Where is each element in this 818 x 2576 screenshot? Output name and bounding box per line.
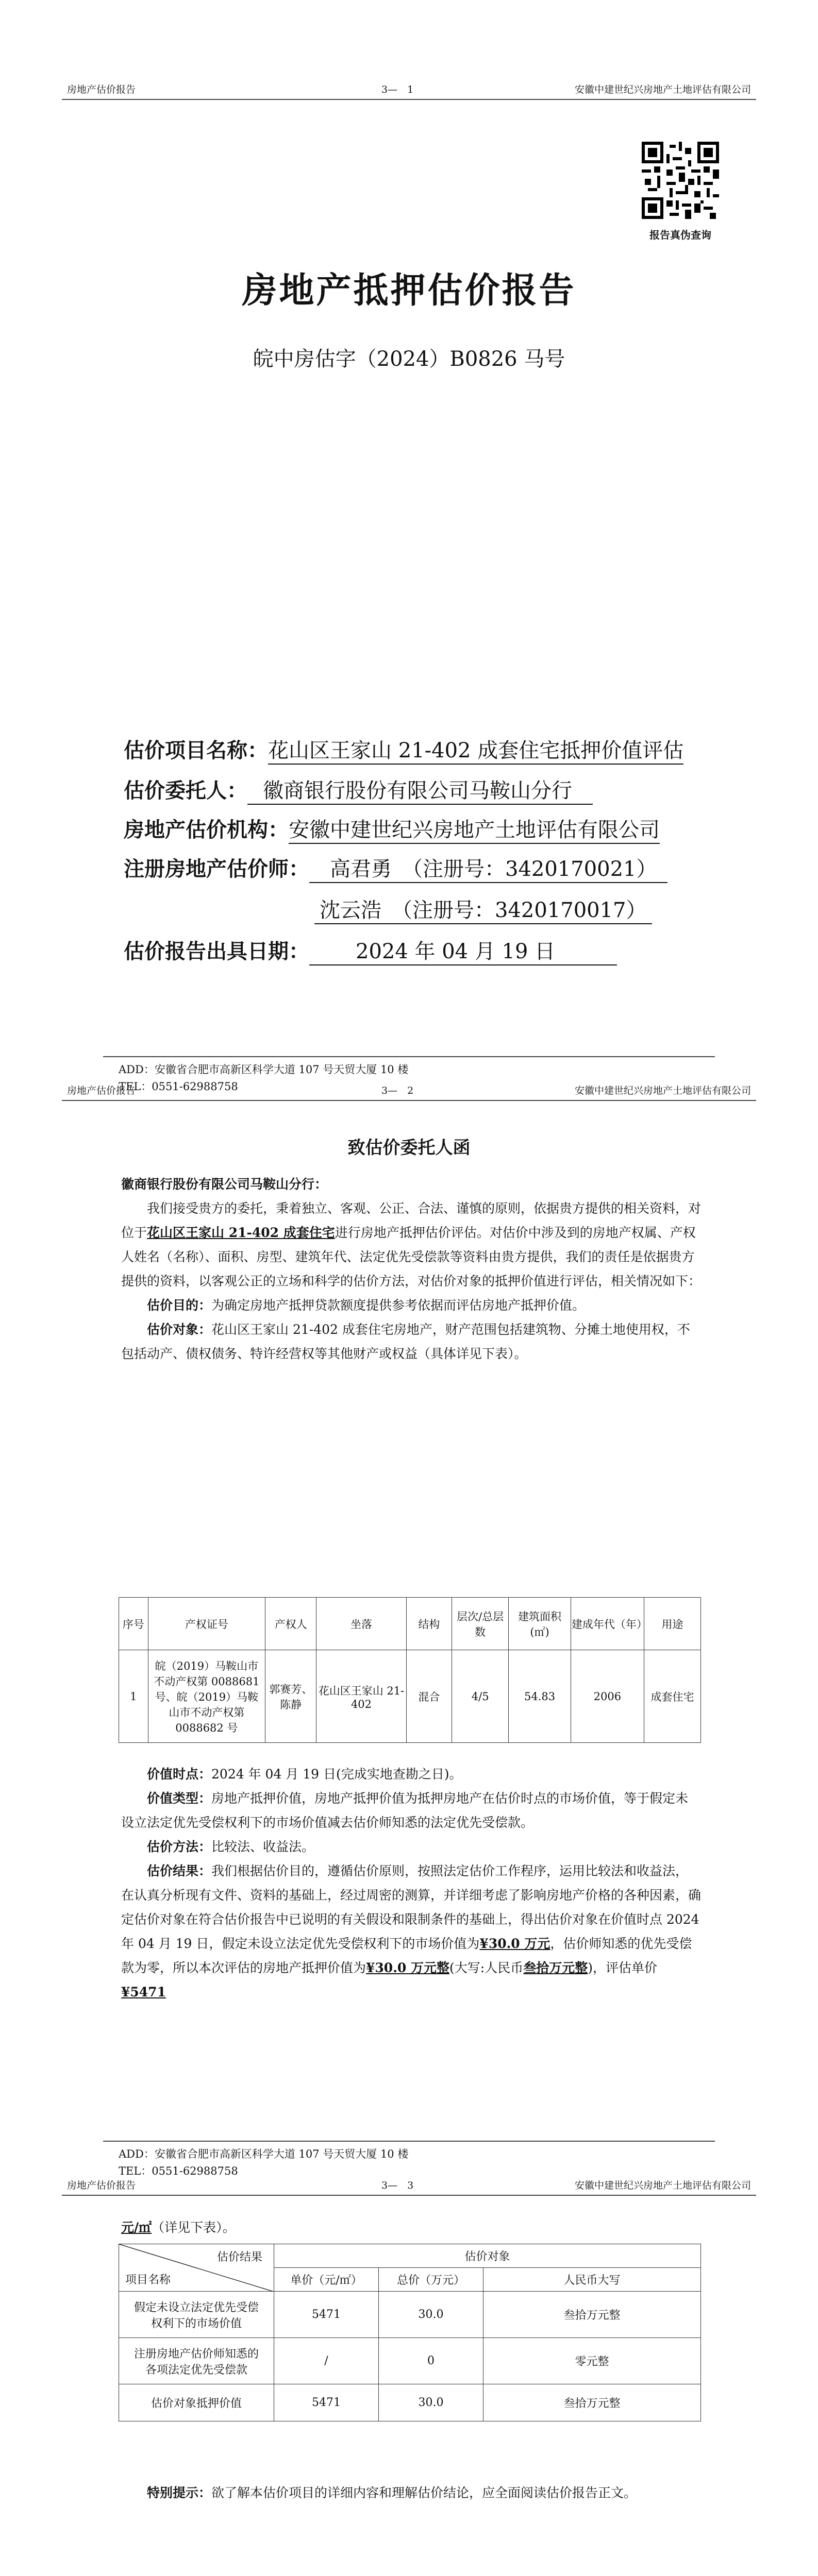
th-cert: 产权证号 bbox=[148, 1598, 265, 1650]
letter-title: 致估价委托人函 bbox=[347, 1138, 471, 1158]
row-capital: 叁拾万元整 bbox=[483, 2292, 701, 2338]
td-year: 2006 bbox=[571, 1650, 644, 1743]
page-number: 3— 3 bbox=[381, 2180, 414, 2191]
value-date-paragraph: 价值时点：2024 年 04 月 19 日(完成实地查勘之日)。 bbox=[147, 1767, 462, 1782]
row-total: 0 bbox=[379, 2338, 483, 2384]
td-location: 花山区王家山 21-402 bbox=[316, 1650, 406, 1743]
footer-address: ADD：安徽省合肥市高新区科学大道 107 号天贸大厦 10 楼 bbox=[119, 2148, 409, 2160]
footer-tel: TEL：0551-62988758 bbox=[119, 2165, 238, 2177]
report-title: 房地产抵押估价报告 bbox=[242, 270, 576, 311]
row-capital: 零元整 bbox=[483, 2338, 701, 2384]
appraiser-1-value: 高君勇 （注册号：3420170021） bbox=[309, 853, 667, 883]
result-paragraph: 估价结果：我们根据估价目的，遵循估价原则，按照法定估价工作程序，运用比较法和收益法，在认真分析现有文件、资料的基础上，经过周密的测算，并详细考虑了影响房地产价格的各种因素，确定估价对象在符合估价报告中已说明的有关假设和限制条件的基础上，得出估价对象在价值时点 2024 年 04 月 19 日，假定未设立法定优先受偿权利下的市场价值为¥30.0 万元，估价师知悉的优先受偿款为零，所以本次评估的房地产抵押价值为¥30.0 万元整(大写:人民币叁拾万元整)，评估单价¥5471 bbox=[121, 1863, 702, 1999]
purpose-paragraph: 估价目的：为确定房地产抵押贷款额度提供参考依据而评估房地产抵押价值。 bbox=[147, 1298, 586, 1313]
corner-result-label: 估价结果 bbox=[216, 2251, 262, 2264]
page-header bbox=[62, 2179, 756, 2196]
field-appraiser-1: 注册房地产估价师： 高君勇 （注册号：3420170021） bbox=[124, 853, 701, 883]
row-name: 估价对象抵押价值 bbox=[119, 2384, 274, 2421]
field-appraiser-2 bbox=[124, 894, 701, 924]
agency-value: 安徽中建世纪兴房地产土地评估有限公司 bbox=[289, 814, 660, 844]
value-type-paragraph: 价值类型：房地产抵押价值，房地产抵押价值为抵押房地产在估价时点的市场价值，等于假定未设立法定优先受偿权利下的市场价值减去估价师知悉的法定优先受偿款。 bbox=[121, 1791, 689, 1830]
td-use: 成套住宅 bbox=[644, 1650, 700, 1743]
result-continued: 元/㎡（详见下表）。 bbox=[121, 2220, 236, 2235]
row-name: 假定未设立法定优先受偿权利下的市场价值 bbox=[119, 2292, 274, 2338]
row-capital: 叁拾万元整 bbox=[483, 2384, 701, 2421]
td-structure: 混合 bbox=[406, 1650, 452, 1743]
row-total: 30.0 bbox=[379, 2384, 483, 2421]
table-row bbox=[119, 2384, 701, 2421]
th-year: 建成年代（年） bbox=[571, 1598, 644, 1650]
header-right: 安徽中建世纪兴房地产土地评估有限公司 bbox=[574, 84, 751, 95]
date-value: 2024 年 04 月 19 日 bbox=[309, 935, 617, 965]
header-left: 房地产估价报告 bbox=[67, 84, 136, 95]
special-note bbox=[121, 2481, 701, 2505]
letter-body bbox=[121, 1172, 701, 1366]
td-cert: 皖（2019）马鞍山市不动产权第 0088681 号、皖（2019）马鞍山市不动产权第 0088682 号 bbox=[148, 1650, 265, 1743]
object-paragraph: 估价对象：花山区王家山 21-402 成套住宅房地产，财产范围包括建筑物、分摊土地使用权，不包括动产、债权债务、特许经营权等其他财产或权益（具体详见下表）。 bbox=[121, 1322, 690, 1361]
th-use: 用途 bbox=[644, 1598, 700, 1650]
th-structure: 结构 bbox=[406, 1598, 452, 1650]
qr-code-icon bbox=[642, 142, 719, 219]
letter-body-2 bbox=[121, 1762, 701, 2004]
header-right: 安徽中建世纪兴房地产土地评估有限公司 bbox=[574, 2180, 751, 2191]
qr-code[interactable] bbox=[642, 142, 719, 219]
th-index: 序号 bbox=[119, 1598, 148, 1650]
summary-header-row bbox=[119, 2244, 701, 2268]
appraiser-2-value: 沈云浩 （注册号：3420170017） bbox=[314, 894, 652, 924]
field-project: 估价项目名称：花山区王家山 21-402 成套住宅抵押价值评估 bbox=[124, 734, 701, 764]
td-index: 1 bbox=[119, 1650, 148, 1743]
page-letter bbox=[0, 1085, 818, 2200]
header-right: 安徽中建世纪兴房地产土地评估有限公司 bbox=[574, 1085, 751, 1096]
row-unit: 5471 bbox=[274, 2384, 379, 2421]
summary-table bbox=[119, 2244, 701, 2421]
property-table bbox=[119, 1597, 701, 1743]
field-date: 估价报告出具日期： 2024 年 04 月 19 日 bbox=[124, 935, 701, 965]
row-unit: 5471 bbox=[274, 2292, 379, 2338]
field-client: 估价委托人： 徽商银行股份有限公司马鞍山分行 bbox=[124, 774, 701, 804]
addressee: 徽商银行股份有限公司马鞍山分行： bbox=[121, 1177, 328, 1192]
field-agency: 房地产估价机构：安徽中建世纪兴房地产土地评估有限公司 bbox=[124, 814, 701, 843]
page-number: 3— 2 bbox=[381, 1085, 414, 1096]
th-total-price: 总价（万元） bbox=[379, 2268, 483, 2292]
page-number: 3— 1 bbox=[381, 84, 414, 95]
th-unit-price: 单价（元/㎡） bbox=[274, 2268, 379, 2292]
th-subject: 估价对象 bbox=[274, 2244, 701, 2268]
report-number: 皖中房估字（2024）B0826 马号 bbox=[253, 347, 565, 371]
page-cover bbox=[0, 0, 818, 1100]
project-name-value: 花山区王家山 21-402 成套住宅抵押价值评估 bbox=[268, 734, 683, 765]
footer-tel: TEL：0551-62988758 bbox=[119, 1080, 238, 1093]
footer-address: ADD：安徽省合肥市高新区科学大道 107 号天贸大厦 10 楼 bbox=[119, 1063, 409, 1076]
row-total: 30.0 bbox=[379, 2292, 483, 2338]
th-capital: 人民币大写 bbox=[483, 2268, 701, 2292]
header-left: 房地产估价报告 bbox=[67, 1085, 136, 1096]
client-value: 徽商银行股份有限公司马鞍山分行 bbox=[247, 774, 593, 805]
summary-corner-cell bbox=[119, 2244, 274, 2292]
page-footer bbox=[103, 2141, 715, 2180]
table-row bbox=[119, 2338, 701, 2384]
td-area: 54.83 bbox=[509, 1650, 571, 1743]
page-header bbox=[62, 1084, 756, 1101]
special-note-text: 特别提示：欲了解本估价项目的详细内容和理解估价结论，应全面阅读估价报告正文。 bbox=[147, 2485, 637, 2500]
corner-item-label: 项目名称 bbox=[125, 2274, 171, 2286]
th-owner: 产权人 bbox=[265, 1598, 316, 1650]
page-header bbox=[62, 83, 756, 100]
table-row bbox=[119, 1650, 701, 1743]
row-unit: / bbox=[274, 2338, 379, 2384]
header-left: 房地产估价报告 bbox=[67, 2180, 136, 2191]
table-header-row bbox=[119, 1598, 701, 1650]
th-location: 坐落 bbox=[316, 1598, 406, 1650]
method-paragraph: 估价方法：比较法、收益法。 bbox=[147, 1839, 315, 1854]
td-floors: 4/5 bbox=[452, 1650, 509, 1743]
table-row bbox=[119, 2292, 701, 2338]
intro-paragraph: 我们接受贵方的委托，秉着独立、客观、公正、合法、谨慎的原则，依据贵方提供的相关资料，对位于花山区王家山 21-402 成套住宅进行房地产抵押估价评估。对估价中涉及到的房地产权属、产权人姓名（名称）、面积、房型、建筑年代、法定优先受偿款等资料由贵方提供，我们的责任是依据贵方提供的资料，以客观公正的立场和科学的估价方法，对估价对象的抵押价值进行评估，相关情况如下： bbox=[121, 1201, 702, 1289]
th-area: 建筑面积(㎡) bbox=[509, 1598, 571, 1650]
page-summary bbox=[0, 2180, 818, 2576]
th-floors: 层次/总层数 bbox=[452, 1598, 509, 1650]
row-name: 注册房地产估价师知悉的各项法定优先受偿款 bbox=[119, 2338, 274, 2384]
cover-fields bbox=[124, 734, 701, 965]
qr-caption: 报告真伪查询 bbox=[649, 229, 711, 241]
td-owner: 郭赛芳、陈静 bbox=[265, 1650, 316, 1743]
